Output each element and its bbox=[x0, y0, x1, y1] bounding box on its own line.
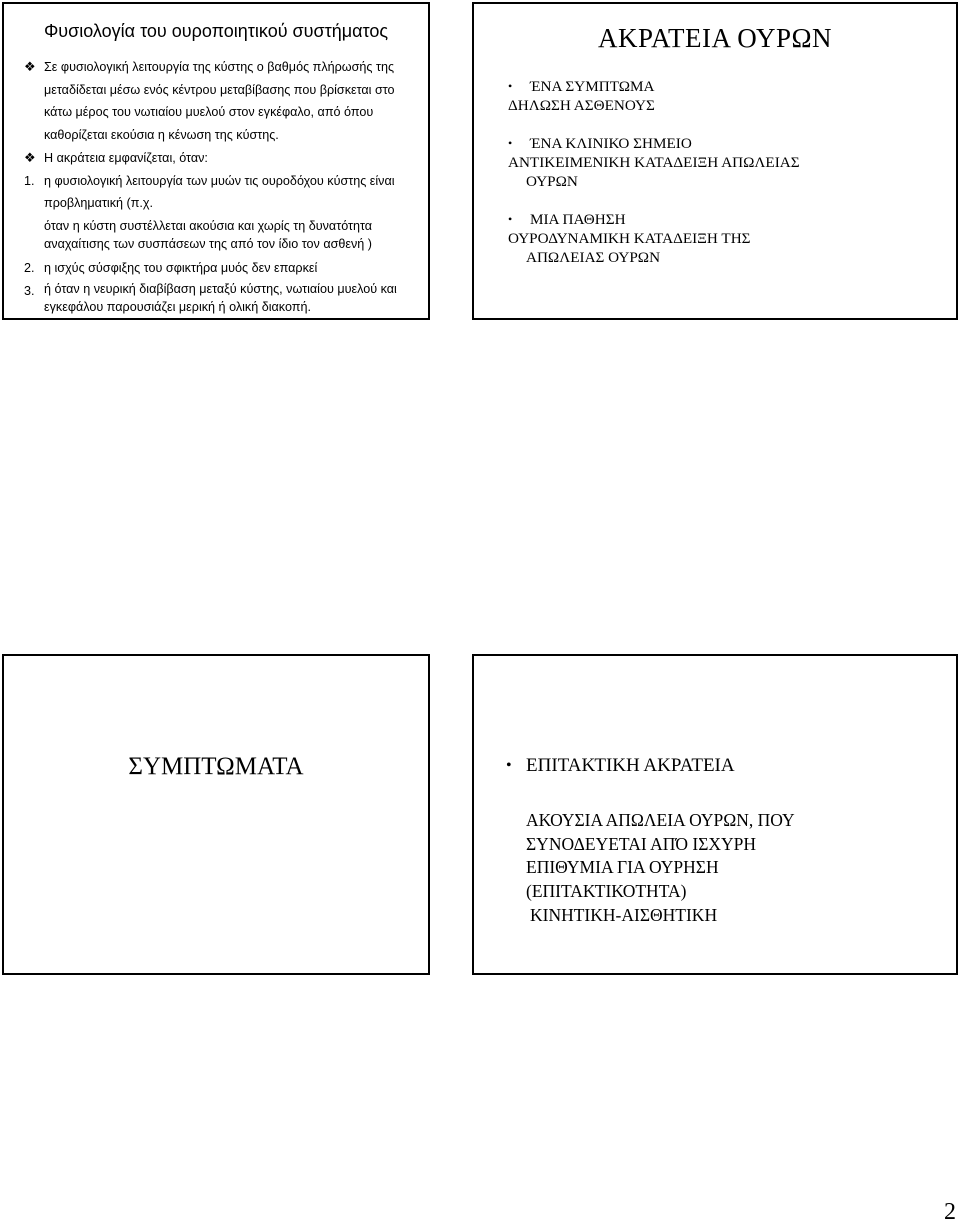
diamond-bullet-icon: ❖ bbox=[24, 149, 36, 165]
round-bullet-icon: • bbox=[506, 757, 512, 774]
slide-body bbox=[504, 753, 944, 928]
bullet-sub-line: ΟΥΡΟΔΥΝΑΜΙΚΗ ΚΑΤΑΔΕΙΞΗ ΤΗΣ bbox=[508, 230, 751, 247]
page-number: 2 bbox=[944, 1199, 956, 1225]
bullet-item bbox=[508, 77, 948, 96]
bullet-item bbox=[508, 210, 948, 229]
bullet-head: ΈΝΑ ΣΥΜΠΤΩΜΑ bbox=[530, 78, 655, 95]
slide-urge-incontinence bbox=[472, 654, 958, 975]
diamond-bullet-icon: ❖ bbox=[24, 59, 36, 74]
description-line: ΕΠΙΘΥΜΙΑ ΓΙΑ ΟΥΡΗΣΗ bbox=[526, 857, 719, 877]
description-line: ΣΥΝΟΔΕΥΕΤΑΙ ΑΠΌ ΙΣΧΥΡΗ bbox=[526, 833, 757, 854]
round-bullet-icon: • bbox=[508, 212, 513, 226]
bullet-sub-line: ΑΠΩΛΕΙΑΣ ΟΥΡΩΝ bbox=[526, 249, 661, 266]
slide-body bbox=[508, 77, 948, 267]
bullet-sub-line: ΔΗΛΩΣΗ ΑΣΘΕΝΟΥΣ bbox=[508, 97, 655, 114]
bullet-sub-line: ΑΝΤΙΚΕΙΜΕΝΙΚΗ ΚΑΤΑΔΕΙΞΗ ΑΠΩΛΕΙΑΣ bbox=[508, 154, 800, 171]
numbered-item bbox=[24, 280, 426, 320]
numbered-item bbox=[24, 170, 426, 257]
description-line: ΑΚΟΥΣΙΑ ΑΠΩΛΕΙΑ ΟΥΡΩΝ, ΠΟΥ bbox=[526, 810, 795, 830]
item-text: ή όταν η νευρική διαβίβαση μεταξύ κύστης, νωτιαίου μυελού και εγκεφάλου παρουσιάζει μερική ή ολική διακοπή. bbox=[44, 281, 397, 315]
slide-symptoms bbox=[2, 654, 430, 975]
bullet-head: ΕΠΙΤΑΚΤΙΚΗ ΑΚΡΑΤΕΙΑ bbox=[526, 755, 735, 776]
bullet-head: ΈΝΑ ΚΛΙΝΙΚΟ ΣΗΜΕΙΟ bbox=[530, 135, 692, 152]
bullet-paragraph bbox=[24, 56, 426, 147]
round-bullet-icon: • bbox=[508, 136, 513, 150]
bullet-item bbox=[504, 753, 944, 779]
bullet-paragraph bbox=[24, 147, 426, 170]
description-block bbox=[504, 809, 944, 903]
slide-title: Φυσιολογία του ουροποιητικού συστήματος bbox=[43, 21, 389, 41]
bullet-item bbox=[508, 134, 948, 153]
item-text: η φυσιολογική λειτουργία των μυών τις ουροδόχου κύστης είναι προβληματική (π.χ. bbox=[44, 173, 395, 211]
slide-title: ΑΚΡΑΤΕΙΑ ΟΥΡΩΝ bbox=[597, 23, 833, 53]
description-line-last: ΚΙΝΗΤΙΚΗ-ΑΙΣΘΗΤΙΚΗ bbox=[530, 905, 718, 925]
paragraph-text: Η ακράτεια εμφανίζεται, όταν: bbox=[44, 150, 208, 165]
slide-title: ΣΥΜΠΤΩΜΑΤΑ bbox=[128, 753, 304, 780]
item-text: η ισχύς σύσφιξης του σφικτήρα μυός δεν επαρκεί bbox=[44, 260, 318, 275]
numbered-item bbox=[24, 257, 426, 280]
paragraph-text: Σε φυσιολογική λειτουργία της κύστης ο βαθμός πλήρωσής της μεταδίδεται μέσω ενός κέντρου μεταβίβασης που βρίσκεται στο κάτω μέρος του νωτιαίου μυελού στον εγκέφαλο, από όπου καθορίζεται εκούσια η κένωση της κύστης. bbox=[44, 60, 395, 143]
slide-urinary-incontinence bbox=[472, 2, 958, 320]
bullet-sub-line: ΟΥΡΩΝ bbox=[526, 173, 578, 190]
bullet-head: ΜΙΑ ΠΑΘΗΣΗ bbox=[530, 211, 626, 228]
slide-body bbox=[24, 56, 426, 320]
item-number: 3. bbox=[24, 283, 35, 298]
slide-physiology bbox=[2, 2, 430, 320]
round-bullet-icon: • bbox=[508, 79, 513, 93]
description-line: (ΕΠΙΤΑΚΤΙΚΟΤΗΤΑ) bbox=[526, 880, 687, 901]
item-number: 2. bbox=[24, 260, 35, 275]
item-text-continued: όταν η κύστη συστέλλεται ακούσια και χωρίς τη δυνατότητα αναχαίτισης των συσπάσεων της από τον ίδιο τον ασθενή ) bbox=[44, 218, 373, 252]
item-number: 1. bbox=[24, 173, 35, 188]
